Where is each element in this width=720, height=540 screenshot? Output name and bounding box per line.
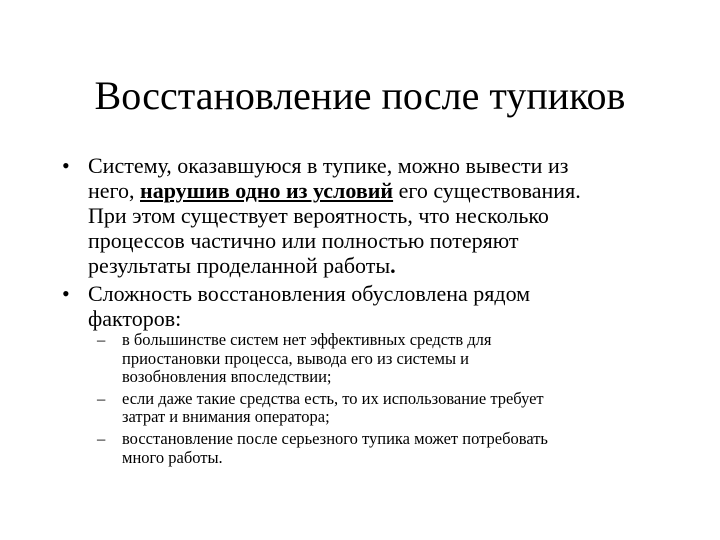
bullet-text-line: [88, 253, 648, 278]
sub-bullet-text-line: приостановки процесса, вывода его из системы и: [122, 348, 469, 368]
text-fragment: него,: [88, 178, 141, 203]
sub-bullet-text-line: затрат и внимания оператора;: [122, 407, 330, 427]
bullet-text-line: факторов:: [88, 306, 182, 331]
dash-marker: –: [97, 388, 106, 408]
bullet-text-line: Сложность восстановления обусловлена рядом: [88, 281, 531, 306]
bullet-marker: •: [62, 153, 70, 178]
sub-bullet-text-line: много работы.: [122, 447, 223, 467]
text-fragment: результаты проделанной работы: [88, 253, 391, 278]
bullet-text-line: [88, 178, 648, 203]
bullet-text-line: Систему, оказавшуюся в тупике, можно вывести из: [88, 153, 569, 178]
sub-bullet-item: [97, 390, 697, 427]
text-fragment: его существования.: [393, 178, 581, 203]
bullet-marker: •: [62, 281, 70, 306]
bullet-item: [62, 153, 648, 278]
bullet-list: [62, 153, 662, 334]
sub-bullet-text-line: если даже такие средства есть, то их использование требует: [122, 388, 544, 408]
sub-bullet-item: [97, 331, 697, 387]
sub-bullet-list: [97, 331, 697, 470]
sub-bullet-item: [97, 430, 697, 467]
bullet-text-line: При этом существует вероятность, что несколько: [88, 203, 549, 228]
text-fragment: .: [390, 253, 396, 278]
sub-bullet-text-line: в большинстве систем нет эффективных средств для: [122, 330, 492, 349]
bullet-item: [62, 281, 588, 331]
bullet-text-line: процессов частично или полностью потеряют: [88, 228, 519, 253]
sub-bullet-text-line: возобновления впоследствии;: [122, 367, 332, 387]
slide-title: Восстановление после тупиков: [94, 73, 626, 118]
sub-bullet-text-line: восстановление после серьезного тупика может потребовать: [122, 428, 548, 448]
dash-marker: –: [97, 428, 106, 448]
dash-marker: –: [97, 330, 106, 349]
emphasized-phrase: нарушив одно из условий: [140, 178, 394, 203]
